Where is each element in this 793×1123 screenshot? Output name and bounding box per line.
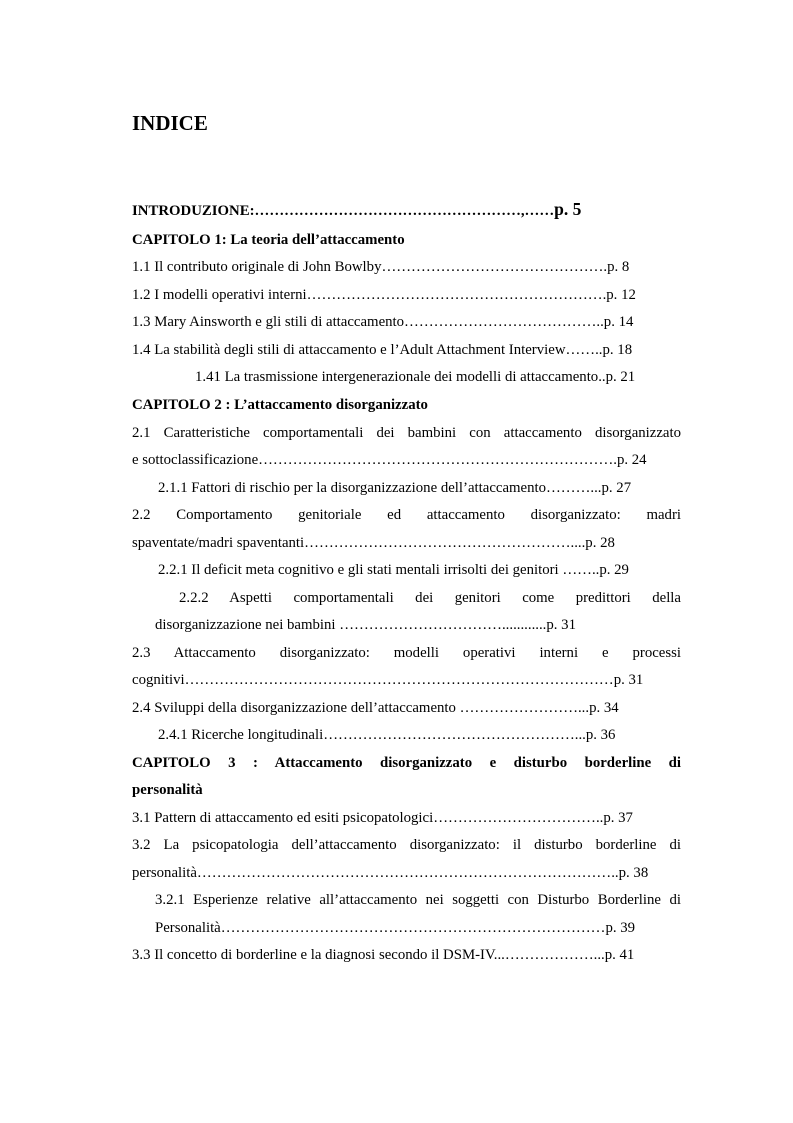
toc-entry-2-2-line1: 2.2 Comportamento genitoriale ed attaccamento disorganizzato: madri (132, 507, 681, 523)
toc-entry-2-2-1: 2.2.1 Il deficit meta cognitivo e gli stati mentali irrisolti dei genitori ……..p. 29 (158, 562, 629, 578)
toc-entry-1-2: 1.2 I modelli operativi interni…………………………………………………….p. 12 (132, 287, 636, 303)
toc-entry-3-2-1-line2: Personalità……………………………………………………………………p. 39 (155, 920, 636, 936)
toc-entry-2-3-line1: 2.3 Attaccamento disorganizzato: modelli operativi interni e processi (132, 645, 681, 661)
toc-chapter-2: CAPITOLO 2 : L’attaccamento disorganizzato (132, 397, 428, 413)
toc-chapter-1: CAPITOLO 1: La teoria dell’attaccamento (132, 232, 405, 248)
toc-entry-2-1-line2: e sottoclassificazione……………………………………………………………….p. 24 (132, 452, 647, 468)
toc-entry-2-1-1: 2.1.1 Fattori di rischio per la disorganizzazione dell’attaccamento………...p. 27 (158, 480, 632, 496)
toc-entry-2-2-2-line1: 2.2.2 Aspetti comportamentali dei genitori come predittori della (179, 590, 681, 606)
toc-entry-3-2-line1: 3.2 La psicopatologia dell’attaccamento disorganizzato: il disturbo borderline di (132, 837, 681, 853)
toc-entry-1-41: 1.41 La trasmissione intergenerazionale dei modelli di attaccamento..p. 21 (195, 369, 636, 385)
toc-entry-2-2-line2: spaventate/madri spaventanti………………………………………………....p. 28 (132, 535, 615, 551)
toc-entry-2-3-line2: cognitivi……………………………………………………………………………p. 31 (132, 672, 644, 688)
toc-entry-2-4: 2.4 Sviluppi della disorganizzazione dell’attaccamento ……………………...p. 34 (132, 700, 619, 716)
toc-entry-3-3: 3.3 Il concetto di borderline e la diagnosi secondo il DSM-IV...………………...p. 41 (132, 947, 635, 963)
toc-entry-1-4: 1.4 La stabilità degli stili di attaccamento e l’Adult Attachment Interview……..p. 18 (132, 342, 633, 358)
toc-entry-1-1: 1.1 Il contributo originale di John Bowlby……………………………………….p. 8 (132, 259, 630, 275)
toc-entry-1-3: 1.3 Mary Ainsworth e gli stili di attaccamento…………………………………..p. 14 (132, 314, 634, 330)
toc-chapter-3-line2: personalità (132, 782, 203, 798)
toc-entry-2-2-2-line2: disorganizzazione nei bambini ……………………………............p. 31 (155, 617, 576, 633)
toc-entry-3-2-1-line1: 3.2.1 Esperienze relative all’attaccamento nei soggetti con Disturbo Borderline di (155, 892, 681, 908)
page-title: INDICE (132, 111, 208, 135)
introduzione-label: INTRODUZIONE: (132, 203, 255, 219)
toc-chapter-3-line1: CAPITOLO 3 : Attaccamento disorganizzato e disturbo borderline di (132, 755, 681, 771)
toc-entry-3-2-line2: personalità…………………………………………………………………………..p. 38 (132, 865, 649, 881)
toc-entry-3-1: 3.1 Pattern di attaccamento ed esiti psicopatologici……………………………..p. 37 (132, 810, 633, 826)
introduzione-page: p. 5 (554, 199, 582, 219)
introduzione-dots: ………………………………………………,…… (254, 203, 555, 219)
toc-introduzione (132, 200, 581, 220)
toc-entry-2-4-1: 2.4.1 Ricerche longitudinali……………………………………………...p. 36 (158, 727, 616, 743)
toc-entry-2-1-line1: 2.1 Caratteristiche comportamentali dei bambini con attaccamento disorganizzato (132, 425, 681, 441)
